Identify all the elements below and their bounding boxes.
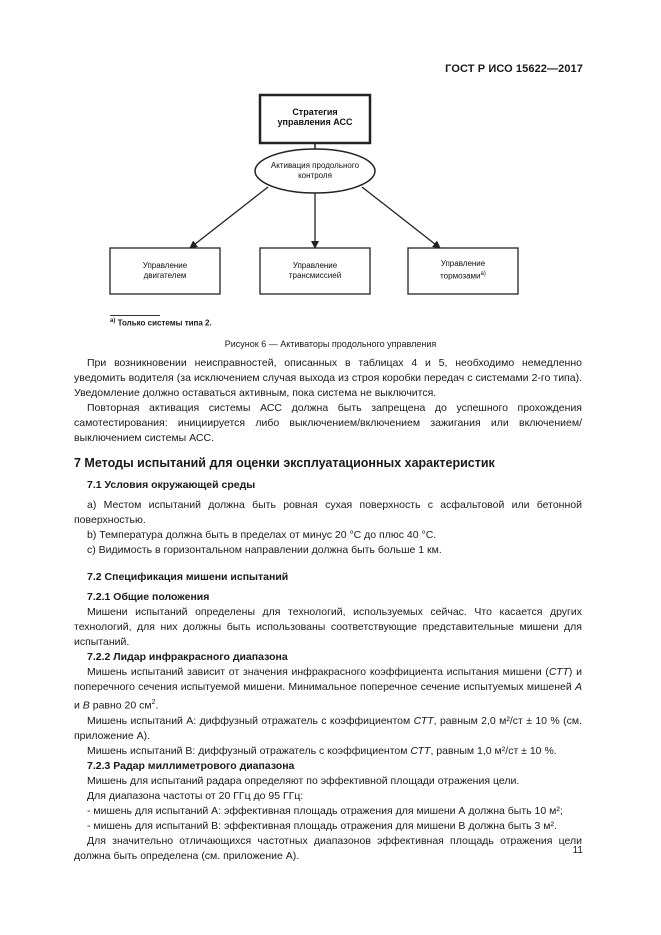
section-7-2-3-title: 7.2.3 Радар миллиметрового диапазона — [87, 759, 295, 772]
item-b: b) Температура должна быть в пределах от минус 20 °С до плюс 40 °С. — [87, 529, 437, 541]
section-7-2-1-title: 7.2.1 Общие положения — [87, 591, 210, 603]
paragraph-reactivation: Повторная активация системы АСС должна быть запрещена до успешного прохождения самотестирования: инициируется либо выключением/включением зажигания или включением/выключением системы АСС. — [74, 402, 582, 444]
transmission-box-label: Управление трансмиссией — [288, 261, 342, 280]
radar-frequency-text: Для диапазона частоты от 20 ГГц до 95 ГГц: — [87, 789, 304, 802]
radar-other-bands: Для значительно отличающихся частотных диапазонов эффективная площадь отражения цели должна быть определена (см. приложение А). — [74, 834, 582, 862]
activation-ellipse-label: Активация продольного контроля — [270, 161, 360, 180]
section-7-1-title: 7.1 Условия окружающей среды — [87, 479, 256, 491]
item-a: a) Местом испытаний должна быть ровная сухая поверхность с асфальтовой или бетонной поверхностью. — [74, 499, 582, 526]
radar-target-text: Мишень для испытаний радара определяют по эффективной площади отражения цели. — [87, 774, 520, 787]
radar-target-b: - мишень для испытаний В: эффективная площадь отражения для мишени В должна быть 3 м². — [87, 819, 557, 832]
section-7-2-title: 7.2 Спецификация мишени испытаний — [87, 571, 289, 583]
paragraph-fault-notification: При возникновении неисправностей, описанных в таблицах 4 и 5, необходимо немедленно уведомить водителя (за исключением случая выхода из строя коробки передач с системами 2-го типа). Уведомление должно оставаться активным, пока система не выключится. — [74, 357, 582, 399]
footnote-rule — [110, 315, 160, 316]
section-7-title: 7 Методы испытаний для оценки эксплуатационных характеристик — [74, 456, 495, 470]
strategy-box-label: Стратегия управления АСС — [277, 107, 353, 127]
item-c: c) Видимость в горизонтальном направлении должна быть больше 1 км. — [87, 544, 442, 556]
document-header: ГОСТ Р ИСО 15622—2017 — [445, 63, 583, 75]
footnote: $^{a)}$ Только системы типа 2. — [110, 318, 212, 328]
intro-paragraphs — [74, 356, 582, 446]
section-7-2-2-title: 7.2.2 Лидар инфракрасного диапазона — [87, 651, 288, 663]
target-a-text: Мишень испытаний А: диффузный отражатель с коэффициентом СТТ, равным 2,0 м²/ст ± 10 % (см. приложение А). — [74, 714, 582, 742]
figure-caption: Рисунок 6 — Активаторы продольного управления — [224, 339, 437, 349]
engine-box-label: Управление двигателем — [142, 261, 188, 280]
section-7-2-1-text: Мишени испытаний определены для технологий, используемых сейчас. Что касается других технологий, для них должны быть использованы соответствующие представительные мишени для испытаний. — [74, 606, 582, 648]
radar-target-a: - мишень для испытаний А: эффективная площадь отражения для мишени А должна быть 10 м²; — [87, 804, 563, 817]
section-7-body — [74, 478, 582, 864]
brakes-box-label: Управление тормозами$^{a)}$ — [440, 259, 486, 281]
page-number: 11 — [572, 845, 583, 856]
target-b-text: Мишень испытаний В: диффузный отражатель с коэффициентом СТТ, равным 1,0 м²/ст ± 10 %. — [87, 744, 557, 757]
section-7-2-2-text: Мишень испытаний зависит от значения инфракрасного коэффициента испытания мишени (СТТ) и поперечного сечения испытуемой мишени. Минимальное поперечное сечение испытуемых мишеней А и В равно 20 $см^2$. — [74, 666, 582, 712]
